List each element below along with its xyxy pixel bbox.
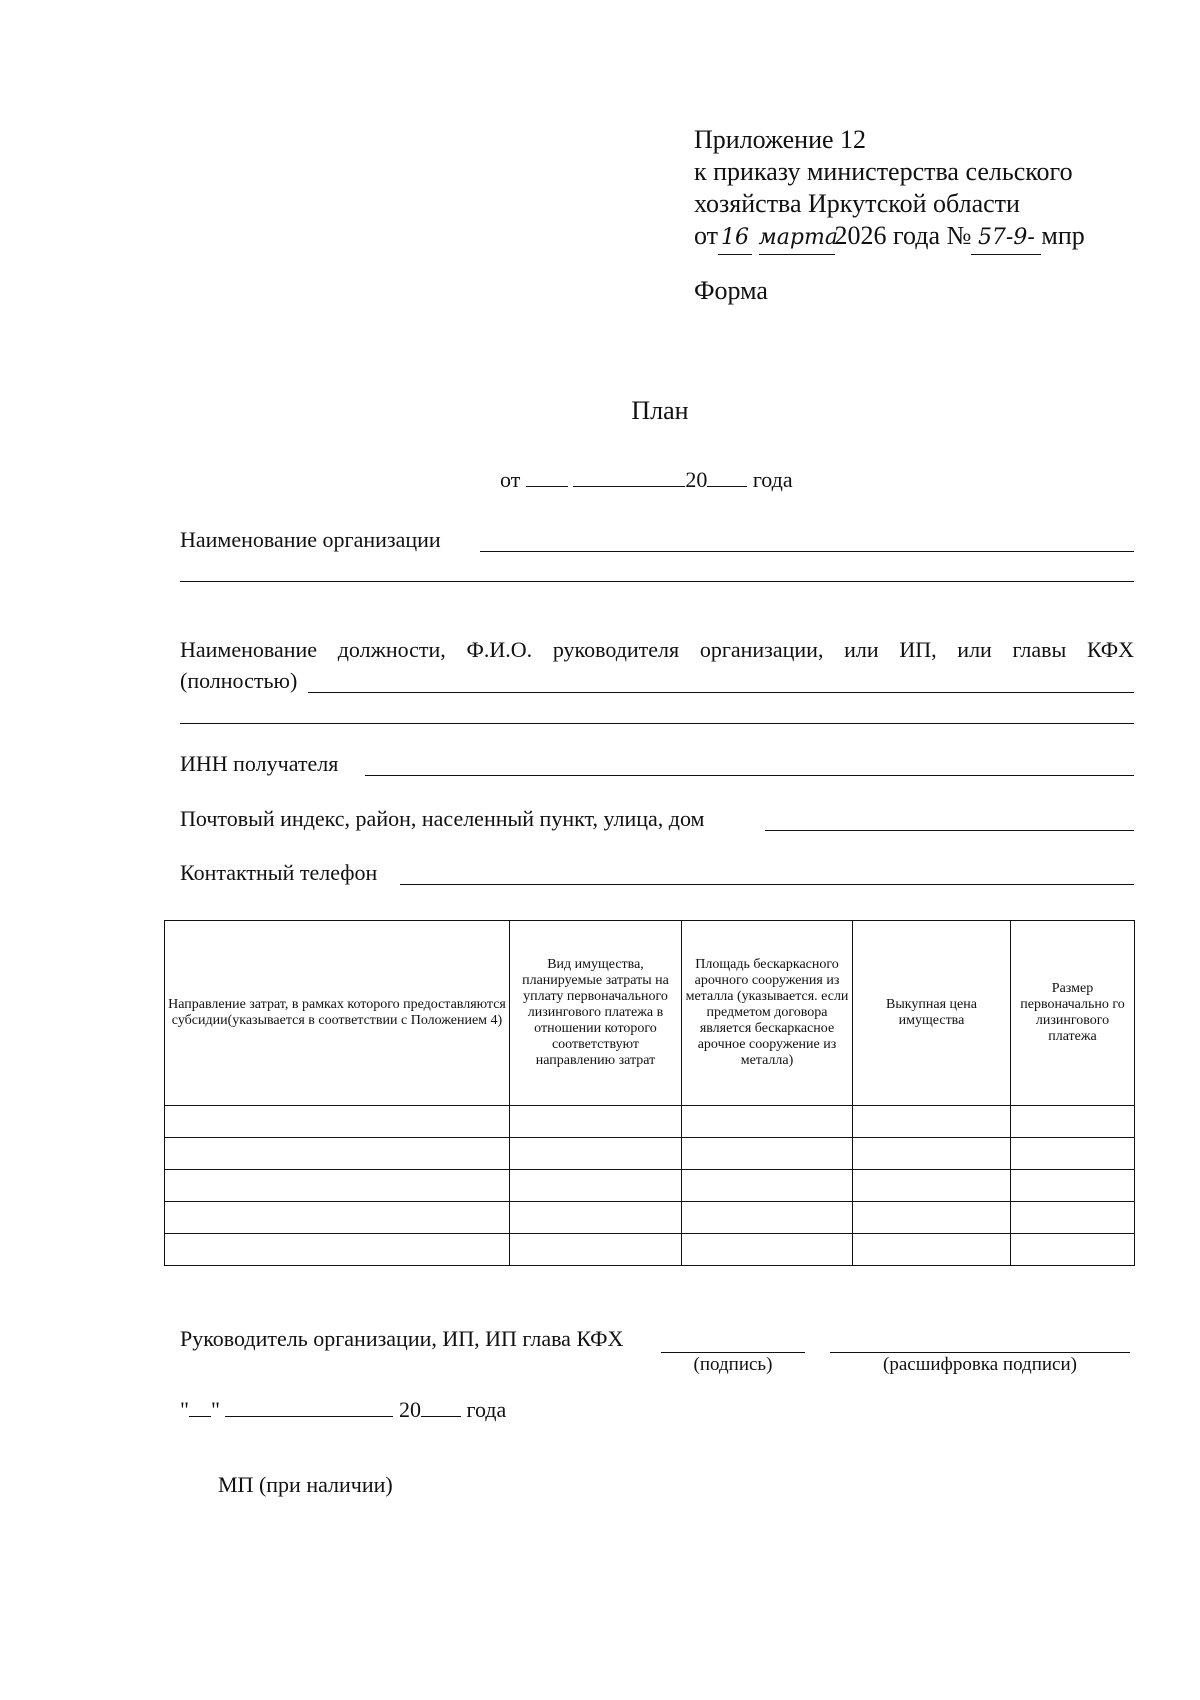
- table-cell[interactable]: [853, 1170, 1011, 1202]
- table-cell[interactable]: [853, 1202, 1011, 1234]
- col-header-buyout-price: Выкупная цена имущества: [853, 921, 1011, 1106]
- signature-century: 20: [398, 1397, 421, 1422]
- head-position-label: Наименование должности, Ф.И.О. руководителя организации, или ИП, или главы КФХ: [180, 637, 1134, 662]
- col-header-expense-direction: Направление затрат, в рамках которого предоставляются субсидии(указывается в соответствии с Положением 4): [165, 921, 510, 1106]
- handwritten-number: 57-9-: [971, 222, 1041, 255]
- col-header-structure-area: Площадь бескаркасного арочного сооружения из металла (указывается. если предметом договора является бескаркасное арочное сооружение из металла): [682, 921, 853, 1106]
- table-cell[interactable]: [165, 1202, 510, 1234]
- table-cell[interactable]: [853, 1106, 1011, 1138]
- table-cell[interactable]: [1011, 1234, 1135, 1266]
- signature-line[interactable]: [661, 1352, 805, 1353]
- table-row: [165, 1202, 1135, 1234]
- org-name-field-line[interactable]: [480, 551, 1134, 552]
- appendix-date-line: [694, 220, 1085, 255]
- signature-month-blank[interactable]: [225, 1396, 393, 1417]
- org-name-label: Наименование организации: [180, 527, 441, 552]
- stamp-label: МП (при наличии): [218, 1472, 393, 1497]
- signature-year-word: года: [466, 1397, 507, 1422]
- signature-decode-caption: (расшифровка подписи): [883, 1354, 1077, 1375]
- date-quote-open: ": [180, 1397, 189, 1422]
- table-cell[interactable]: [1011, 1170, 1135, 1202]
- signature-date-line: [180, 1396, 506, 1423]
- table-cell[interactable]: [165, 1234, 510, 1266]
- signatory-label: Руководитель организации, ИП, ИП глава КФХ: [180, 1326, 624, 1351]
- inn-field-line[interactable]: [365, 775, 1134, 776]
- phone-field-line[interactable]: [400, 884, 1134, 885]
- appendix-order-line: к приказу министерства сельского: [694, 157, 1073, 186]
- head-position-label-cont: (полностью): [180, 668, 298, 693]
- inn-label: ИНН получателя: [180, 751, 339, 776]
- col-header-initial-payment: Размер первоначально го лизингового платежа: [1011, 921, 1135, 1106]
- signature-day-blank[interactable]: [189, 1396, 211, 1417]
- table-cell[interactable]: [682, 1106, 853, 1138]
- table-header-row: [165, 921, 1135, 1106]
- plan-date-day-blank: [526, 466, 568, 487]
- table-cell[interactable]: [165, 1170, 510, 1202]
- table-cell[interactable]: [682, 1234, 853, 1266]
- table-row: [165, 1106, 1135, 1138]
- table-cell[interactable]: [510, 1234, 682, 1266]
- handwritten-month: марта: [759, 222, 835, 255]
- plan-date-century: 20: [685, 467, 708, 492]
- head-position-field-line[interactable]: [308, 692, 1134, 693]
- table-cell[interactable]: [682, 1170, 853, 1202]
- head-position-field-line-2[interactable]: [180, 723, 1134, 724]
- appendix-number: Приложение 12: [694, 125, 867, 154]
- col-header-property-type: Вид имущества, планируемые затраты на уплату первоначального лизингового платежа в отношении которого соответствуют направлению затрат: [510, 921, 682, 1106]
- form-label: Форма: [694, 276, 768, 305]
- table-cell[interactable]: [510, 1170, 682, 1202]
- plan-date-line: [500, 466, 793, 493]
- phone-label: Контактный телефон: [180, 860, 378, 885]
- year-and-number-label: 2026 года №: [834, 221, 972, 250]
- plan-table: [164, 920, 1135, 1266]
- address-field-line[interactable]: [765, 830, 1134, 831]
- order-suffix: мпр: [1041, 221, 1085, 250]
- table-cell[interactable]: [165, 1138, 510, 1170]
- org-name-field-line-2[interactable]: [180, 581, 1134, 582]
- table-cell[interactable]: [1011, 1138, 1135, 1170]
- table-cell[interactable]: [682, 1202, 853, 1234]
- table-row: [165, 1234, 1135, 1266]
- address-label: Почтовый индекс, район, населенный пункт, улица, дом: [180, 806, 705, 831]
- plan-date-month-blank: [573, 466, 685, 487]
- table-cell[interactable]: [510, 1138, 682, 1170]
- plan-date-year-blank: [707, 466, 747, 487]
- appendix-ministry-line: хозяйства Иркутской области: [694, 189, 1020, 218]
- table-cell[interactable]: [1011, 1106, 1135, 1138]
- signature-year-blank[interactable]: [421, 1396, 461, 1417]
- table-cell[interactable]: [1011, 1202, 1135, 1234]
- signature-decode-line[interactable]: [830, 1352, 1130, 1353]
- document-title: План: [631, 396, 689, 425]
- table-cell[interactable]: [853, 1234, 1011, 1266]
- table-cell[interactable]: [165, 1106, 510, 1138]
- table-cell[interactable]: [853, 1138, 1011, 1170]
- date-prefix: от: [694, 221, 719, 250]
- table-row: [165, 1138, 1135, 1170]
- handwritten-day: 16: [718, 222, 752, 255]
- table-cell[interactable]: [682, 1138, 853, 1170]
- table-row: [165, 1170, 1135, 1202]
- date-quote-close: ": [210, 1397, 220, 1422]
- table-cell[interactable]: [510, 1106, 682, 1138]
- plan-date-suffix: года: [752, 467, 793, 492]
- signature-caption: (подпись): [693, 1354, 773, 1375]
- plan-date-prefix: от: [500, 467, 521, 492]
- table-cell[interactable]: [510, 1202, 682, 1234]
